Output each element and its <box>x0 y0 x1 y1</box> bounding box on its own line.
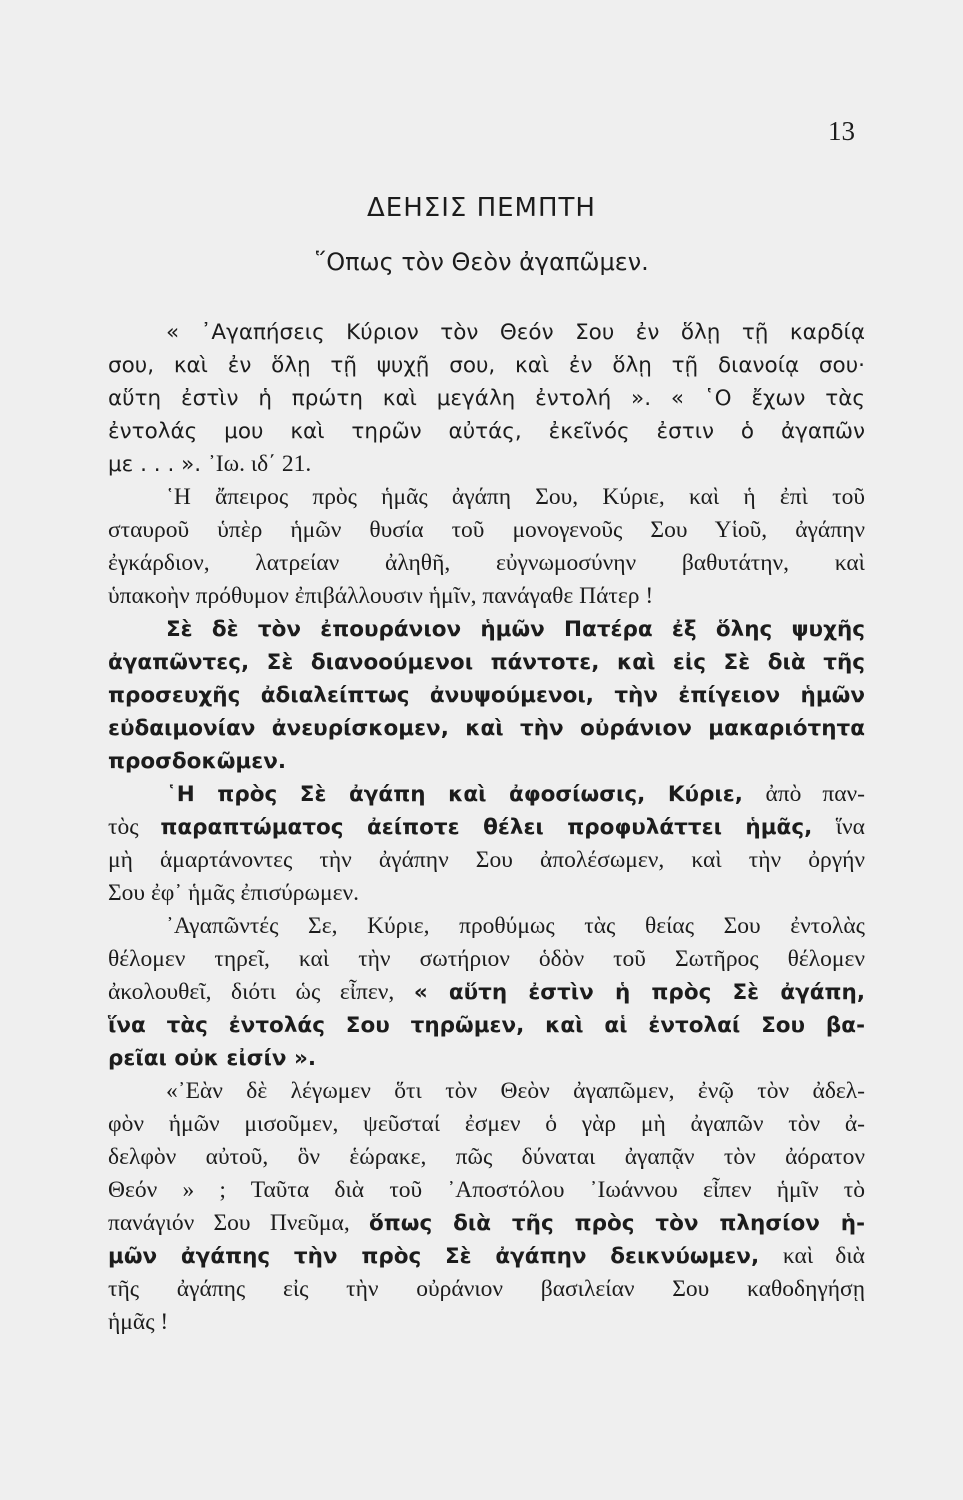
text-segment: ὑπακοὴν πρόθυμον ἐπιβάλλουσιν ἡμῖν, πανάγαθε Πάτερ ! <box>108 583 654 609</box>
text-segment: σταυροῦ ὑπὲρ ἡμῶν θυσία τοῦ μονογενοῦς Σου Υἱοῦ, ἀγάπην <box>108 517 865 543</box>
text-line <box>108 316 865 349</box>
text-line <box>108 1042 865 1075</box>
text-segment: Σου ἐφ᾿ ἡμᾶς ἐπισύρωμεν. <box>108 880 359 906</box>
text-segment: ἀγαπῶντες, Σὲ διανοούμενοι πάντοτε, καὶ εἰς Σὲ διὰ τῆς <box>108 650 865 675</box>
text-segment: προσευχῆς ἀδιαλείπτως ἀνυψούμενοι, τὴν ἐπίγειον ἡμῶν <box>108 683 865 708</box>
text-segment: ἀκολουθεῖ, διότι ὡς εἶπεν, <box>108 979 414 1005</box>
text-line <box>108 1141 865 1174</box>
text-line <box>108 448 865 481</box>
text-segment: ἐντολάς μου καὶ τηρῶν αὐτάς, ἐκεῖνός ἐστιν ὁ ἀγαπῶν <box>108 419 865 444</box>
text-segment: καὶ διὰ <box>782 1243 865 1269</box>
text-segment: ἵνα τὰς ἐντολάς Σου τηρῶμεν, καὶ αἱ ἐντολαί Σου βα- <box>108 1013 865 1038</box>
text-segment: « αὕτη ἐστὶν ἡ πρὸς Σὲ ἀγάπη, <box>413 980 865 1005</box>
text-line <box>108 514 865 547</box>
text-segment: προσδοκῶμεν. <box>108 749 287 774</box>
text-line <box>108 712 865 745</box>
text-segment: εὐδαιμονίαν ἀνευρίσκομεν, καὶ τὴν οὐράνιον μακαριότητα <box>108 716 865 741</box>
text-segment: μὴ ἁμαρτάνοντες τὴν ἀγάπην Σου ἀπολέσωμεν, καὶ τὴν ὀργήν <box>108 847 865 873</box>
text-line <box>108 1207 865 1240</box>
text-line <box>108 811 865 844</box>
text-segment: σου, καὶ ἐν ὅλῃ τῇ ψυχῇ σου, καὶ ἐν ὅλῃ τῇ διανοίᾳ σου· <box>108 353 865 378</box>
prayer-subtitle: ῞Οπως τὸν Θεὸν ἀγαπῶμεν. <box>314 248 649 276</box>
text-segment: Σὲ δὲ τὸν ἐπουράνιον ἡμῶν Πατέρα ἐξ ὅλης ψυχῆς <box>166 617 865 642</box>
text-line <box>108 910 865 943</box>
text-segment: ᾿Ιω. ιδ΄ 21. <box>207 451 312 477</box>
text-segment: ὅπως διὰ τῆς πρὸς τὸν πλησίον ἡ- <box>369 1211 865 1236</box>
text-segment: ἵνα <box>835 814 865 840</box>
text-line <box>108 382 865 415</box>
text-line <box>108 415 865 448</box>
text-line <box>108 547 865 580</box>
text-line <box>108 844 865 877</box>
text-line <box>108 646 865 679</box>
text-segment: μῶν ἀγάπης τὴν πρὸς Σὲ ἀγάπην δεικνύωμεν, <box>108 1244 783 1269</box>
text-line <box>108 1174 865 1207</box>
text-segment: πανάγιόν Σου Πνεῦμα, <box>108 1210 369 1236</box>
prayer-title: ΔΕΗΣΙΣ ΠΕΜΠΤΗ <box>367 193 596 223</box>
text-line <box>108 349 865 382</box>
text-segment: ἐγκάρδιον, λατρείαν ἀληθῆ, εὐγνωμοσύνην βαθυτάτην, καὶ <box>108 550 865 576</box>
text-segment: αὕτη ἐστὶν ἡ πρώτη καὶ μεγάλη ἐντολή ». « ῾Ο ἔχων τὰς <box>108 386 865 411</box>
text-segment: με . . . ». <box>108 452 208 477</box>
text-line <box>108 877 865 910</box>
text-line <box>108 745 865 778</box>
text-segment: ῾Η ἄπειρος πρὸς ἡμᾶς ἀγάπη Σου, Κύριε, καὶ ἡ ἐπὶ τοῦ <box>166 484 865 510</box>
text-segment: παραπτώματος ἀείποτε θέλει προφυλάττει ἡμᾶς, <box>160 815 836 840</box>
text-segment: τῆς ἀγάπης εἰς τὴν οὐράνιον βασιλείαν Σου καθοδηγήσῃ <box>108 1276 865 1302</box>
text-segment: φὸν ἡμῶν μισοῦμεν, ψεῦσταί ἐσμεν ὁ γὰρ μὴ ἀγαπῶν τὸν ἀ- <box>108 1111 865 1137</box>
text-line <box>108 613 865 646</box>
text-line <box>108 976 865 1009</box>
text-line <box>108 778 865 811</box>
text-segment: «᾿Εὰν δὲ λέγωμεν ὅτι τὸν Θεὸν ἀγαπῶμεν, ἐνῷ τὸν ἀδελ- <box>166 1078 865 1104</box>
text-line <box>108 1273 865 1306</box>
text-line <box>108 1108 865 1141</box>
text-line <box>108 481 865 514</box>
text-segment: δελφὸν αὐτοῦ, ὃν ἑώρακε, πῶς δύναται ἀγαπᾷν τὸν ἀόρατον <box>108 1144 865 1170</box>
text-segment: « ᾿Αγαπήσεις Κύριον τὸν Θεόν Σου ἐν ὅλῃ τῇ καρδίᾳ <box>166 320 865 345</box>
text-segment: τὸς <box>108 814 161 840</box>
text-line <box>108 1075 865 1108</box>
text-segment: ῾Η πρὸς Σὲ ἀγάπη καὶ ἀφοσίωσις, Κύριε, <box>166 782 766 807</box>
text-segment: ρεῖαι οὐκ εἰσίν ». <box>108 1046 317 1071</box>
text-line <box>108 679 865 712</box>
text-line <box>108 1009 865 1042</box>
text-segment: ἀπὸ παν- <box>765 781 865 807</box>
text-segment: ᾿Αγαπῶντές Σε, Κύριε, προθύμως τὰς θείας Σου ἐντολὰς <box>166 913 865 939</box>
text-line <box>108 1240 865 1273</box>
body-text <box>108 316 865 1339</box>
page-number: 13 <box>828 116 855 146</box>
text-segment: ἡμᾶς ! <box>108 1309 169 1335</box>
text-line <box>108 1306 865 1339</box>
text-line <box>108 943 865 976</box>
text-line <box>108 580 865 613</box>
text-segment: Θεόν » ; Ταῦτα διὰ τοῦ ᾿Αποστόλου ᾿Ιωάννου εἶπεν ἡμῖν τὸ <box>108 1177 865 1203</box>
text-segment: θέλομεν τηρεῖ, καὶ τὴν σωτήριον ὁδὸν τοῦ Σωτῆρος θέλομεν <box>108 946 865 972</box>
